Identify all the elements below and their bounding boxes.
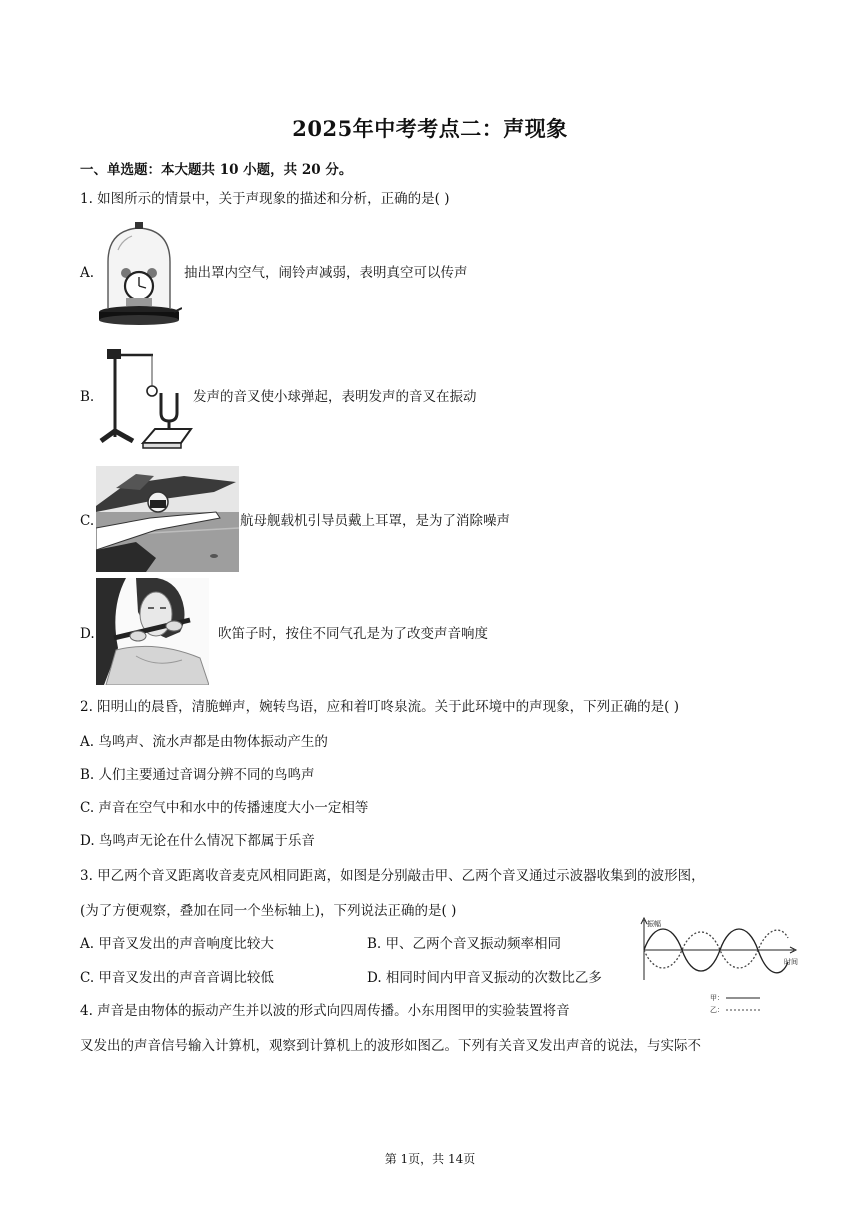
bell-jar-alarm-clock-image	[96, 222, 182, 326]
question-4-line1: 4. 声音是由物体的振动产生并以波的形式向四周传播。小东用图甲的实验装置将音	[80, 1003, 570, 1019]
q3-option-c: C. 甲音叉发出的声音音调比较低	[80, 970, 274, 986]
q2-option-b: B. 人们主要通过音调分辨不同的鸟鸣声	[80, 767, 315, 783]
graph-y-label: 振幅	[647, 920, 661, 928]
question-3-stem-line2: (为了方便观察，叠加在同一个坐标轴上)，下列说法正确的是( )	[80, 903, 457, 919]
question-2-stem: 2. 阳明山的晨昏，清脆蝉声，婉转鸟语，应和着叮咚泉流。关于此环境中的声现象，下列正确的是( )	[80, 699, 679, 715]
legend-jia-label: 甲：	[710, 994, 724, 1002]
wave-yi	[644, 930, 788, 968]
q1-option-b-label: B.	[80, 389, 95, 405]
q1-option-a-text: 抽出罩内空气，闹铃声减弱，表明真空可以传声	[184, 265, 468, 281]
question-4-line2: 叉发出的声音信号输入计算机，观察到计算机上的波形如图乙。下列有关音叉发出声音的说法，与实际不	[80, 1038, 701, 1054]
waveform-graph	[632, 912, 810, 1018]
flute-player-image	[96, 578, 209, 685]
carrier-deck-guide-image	[96, 466, 239, 572]
section-heading: 一、单选题：本大题共 10 小题，共 20 分。	[80, 162, 353, 178]
legend-yi-label: 乙：	[710, 1006, 724, 1014]
page-footer: 第 1页，共 14页	[384, 1152, 476, 1166]
question-1-stem: 1. 如图所示的情景中，关于声现象的描述和分析，正确的是( )	[80, 191, 450, 207]
page-title: 2025年中考考点二：声现象	[292, 116, 568, 141]
q3-option-b: B. 甲、乙两个音叉振动频率相同	[367, 936, 562, 952]
q2-option-a: A. 鸟鸣声、流水声都是由物体振动产生的	[80, 734, 328, 750]
q3-option-a: A. 甲音叉发出的声音响度比较大	[80, 936, 274, 952]
q1-option-b-text: 发声的音叉使小球弹起，表明发声的音叉在振动	[193, 389, 477, 405]
q1-option-d-label: D.	[80, 626, 95, 642]
wave-jia	[644, 929, 788, 973]
graph-x-label: 时间	[784, 958, 798, 966]
q1-option-d-text: 吹笛子时，按住不同气孔是为了改变声音响度	[218, 626, 488, 642]
q3-option-d: D. 相同时间内甲音叉振动的次数比乙多	[367, 970, 602, 986]
question-3-stem-line1: 3. 甲乙两个音叉距离收音麦克风相同距离，如图是分别敲击甲、乙两个音叉通过示波器收集到的波形图，	[80, 868, 705, 884]
q2-option-d: D. 鸟鸣声无论在什么情况下都属于乐音	[80, 833, 315, 849]
q1-option-c-text: 航母舰载机引导员戴上耳罩，是为了消除噪声	[240, 513, 510, 529]
q1-option-c-label: C.	[80, 513, 95, 529]
q2-option-c: C. 声音在空气中和水中的传播速度大小一定相等	[80, 800, 369, 816]
q1-option-a-label: A.	[80, 265, 95, 281]
tuning-fork-ball-image	[97, 345, 193, 449]
